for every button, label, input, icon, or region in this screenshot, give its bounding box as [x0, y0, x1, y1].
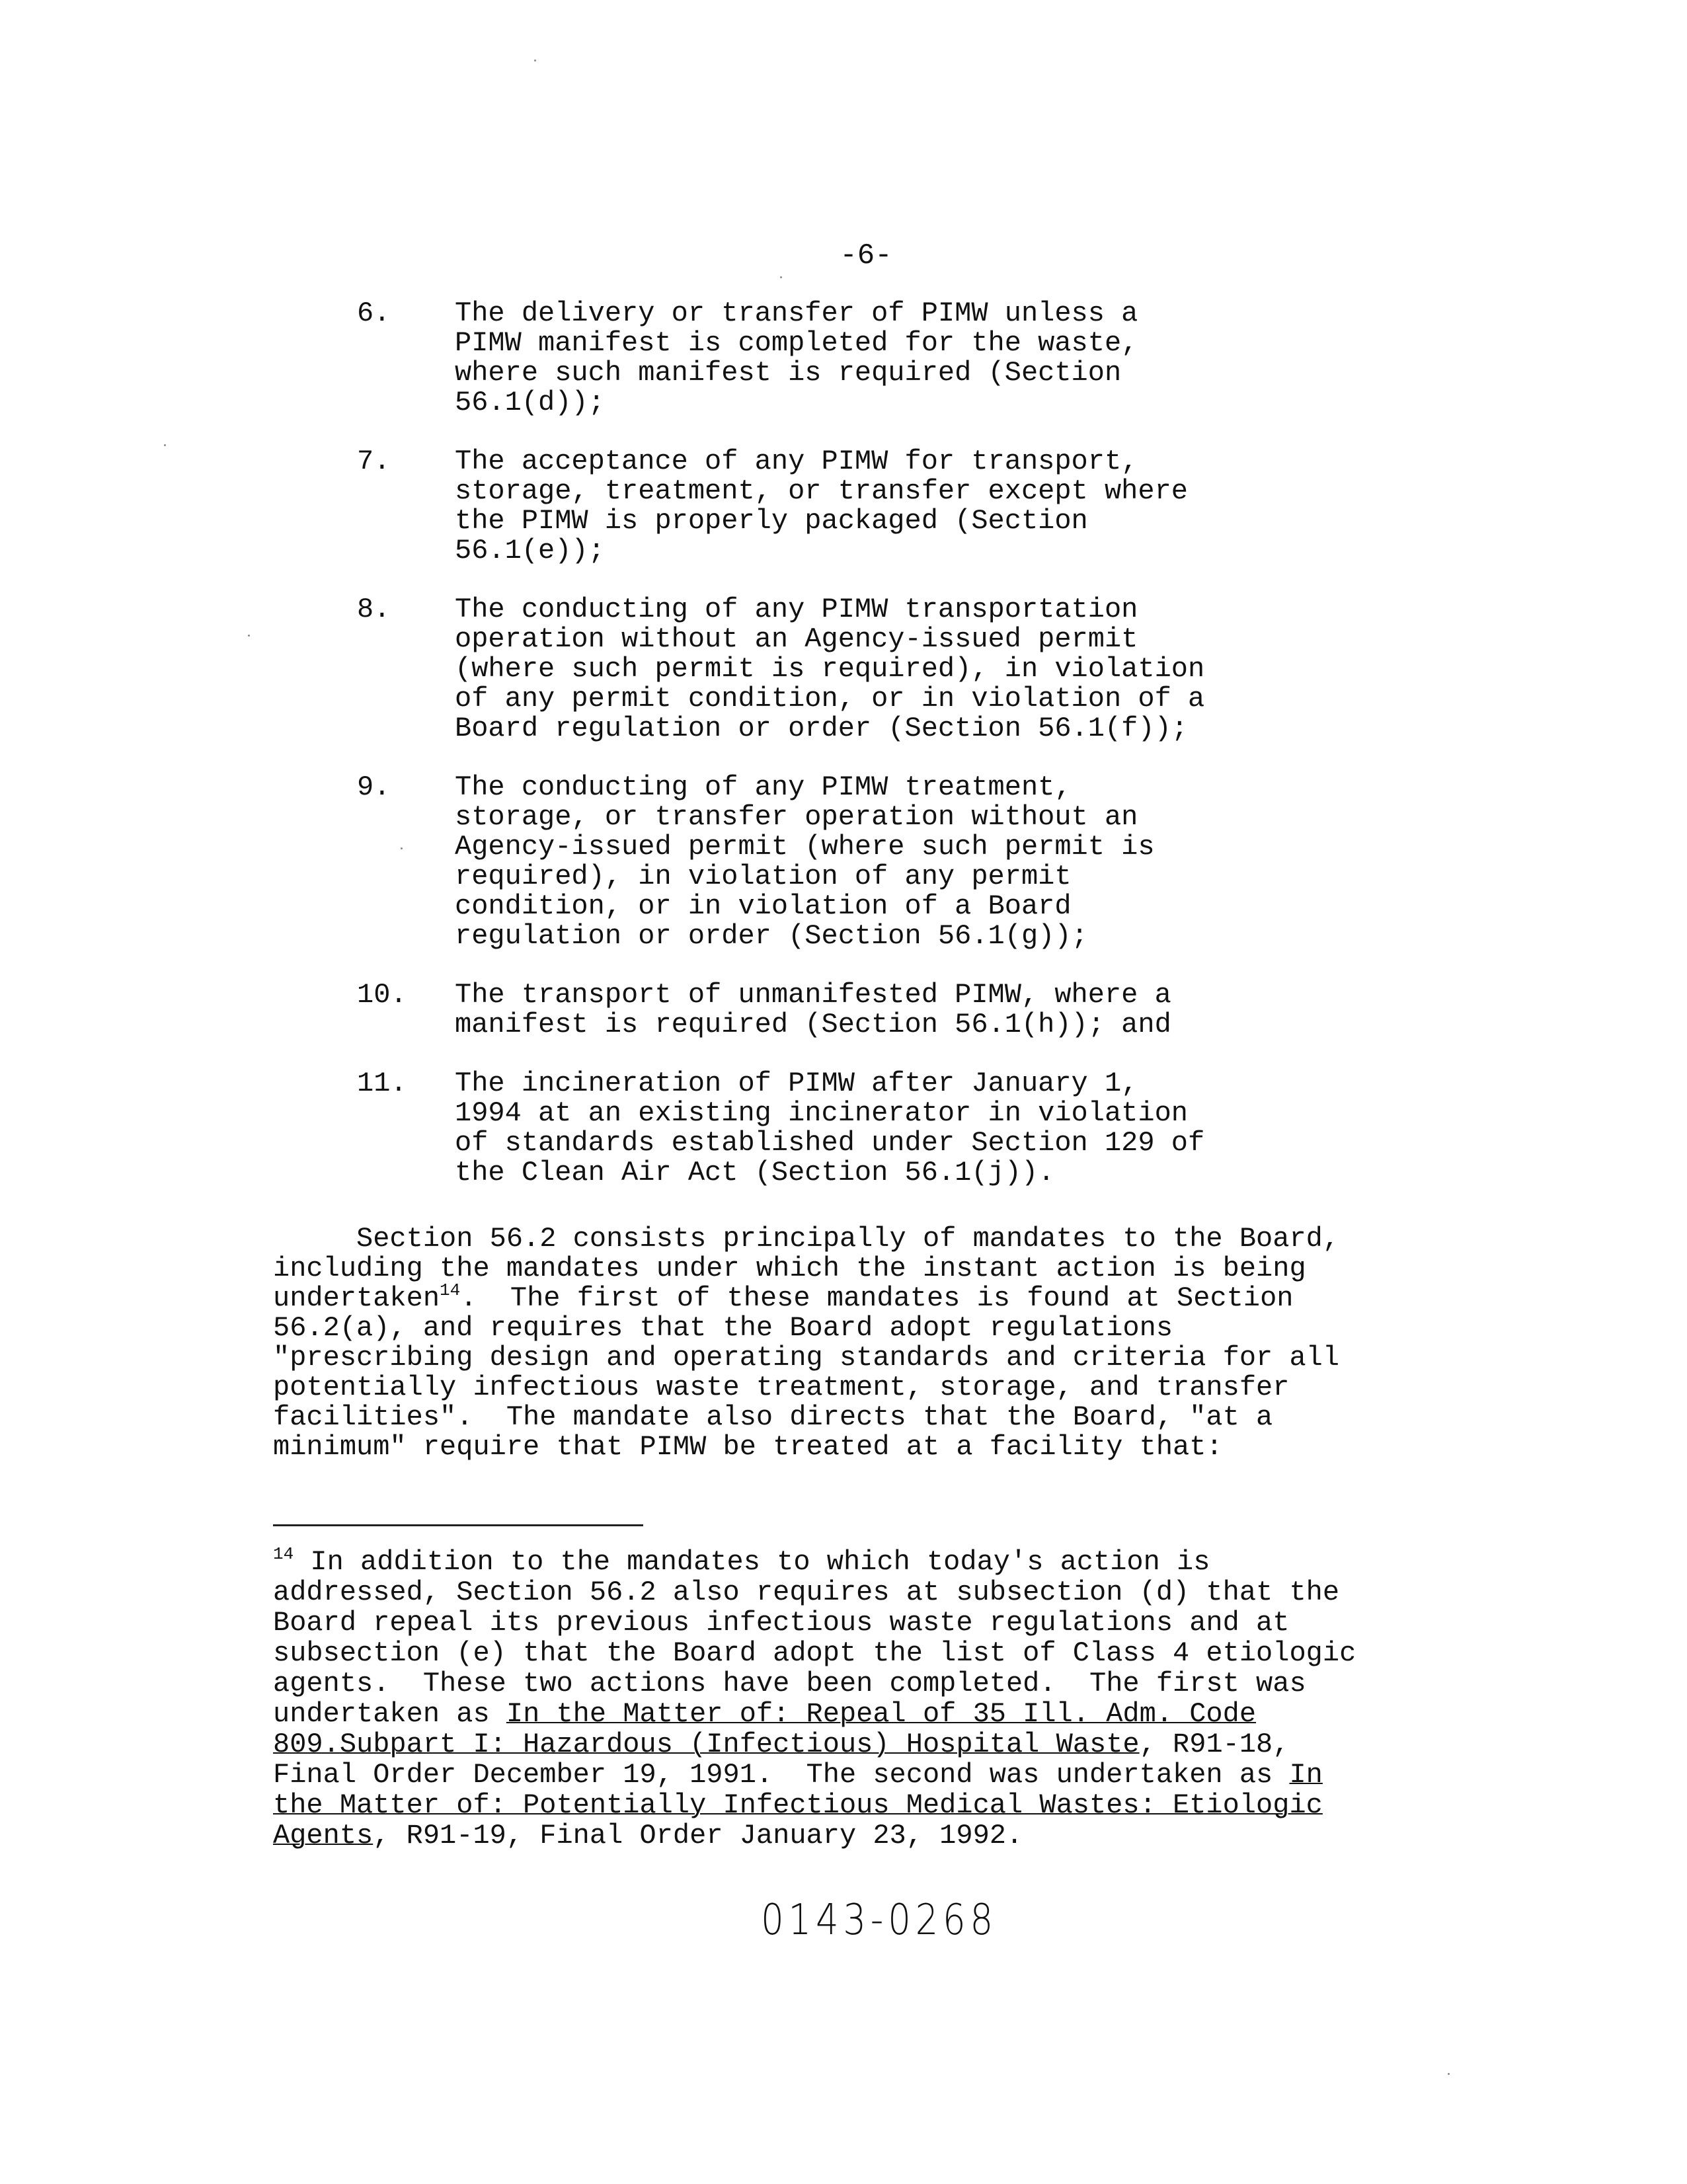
footnote-line: In addition to the mandates to which today's action is: [294, 1546, 1210, 1578]
list-item-text: [455, 447, 1188, 566]
footnote: [273, 1544, 1562, 1852]
list-item-number: 9.: [357, 771, 391, 803]
list-item-line: PIMW manifest is completed for the waste,: [455, 327, 1138, 359]
para-line: "prescribing design and operating standards and criteria for all: [273, 1342, 1340, 1374]
case-citation: the Matter of: Potentially Infectious Medical Wastes: Etiologic: [273, 1789, 1323, 1821]
footnote-line: subsection (e) that the Board adopt the list of Class 4 etiologic: [273, 1637, 1356, 1669]
list-item-line: 1994 at an existing incinerator in violation: [455, 1097, 1188, 1129]
list-item-line: (where such permit is required), in violation: [455, 653, 1205, 685]
para-line: including the mandates under which the instant action is being: [273, 1253, 1306, 1284]
list-item-line: The acceptance of any PIMW for transport,: [455, 446, 1138, 477]
list-item-text: [455, 299, 1138, 418]
list-item-line: of standards established under Section 129 of: [455, 1127, 1205, 1159]
list-item: [357, 773, 1481, 951]
list-item: [357, 447, 1481, 566]
list-item-line: operation without an Agency-issued permit: [455, 623, 1138, 655]
list-item-line: the Clean Air Act (Section 56.1(j)).: [455, 1157, 1055, 1189]
violation-list: [357, 299, 1481, 1217]
page-number: -6-: [840, 239, 892, 272]
para-line: minimum" require that PIMW be treated at a facility that:: [273, 1431, 1223, 1463]
list-item-number: 8.: [357, 594, 391, 625]
list-item-text: [455, 595, 1204, 744]
case-citation: Agents: [273, 1820, 373, 1852]
list-item-number: 10.: [357, 979, 407, 1011]
list-item-number: 6.: [357, 297, 391, 329]
list-item: [357, 595, 1481, 744]
footnote-line: , R91-19, Final Order January 23, 1992.: [373, 1820, 1023, 1852]
para-line: facilities". The mandate also directs that the Board, "at a: [273, 1401, 1273, 1433]
footnote-line: Final Order December 19, 1991. The second was undertaken as: [273, 1759, 1290, 1791]
scan-speck: [248, 635, 250, 637]
para-line: undertaken: [273, 1282, 440, 1314]
list-item-line: The transport of unmanifested PIMW, where a: [455, 979, 1171, 1011]
list-item-line: storage, or transfer operation without an: [455, 801, 1138, 833]
scan-speck: [164, 444, 166, 446]
list-item-line: The incineration of PIMW after January 1,: [455, 1068, 1138, 1099]
para-line: 56.2(a), and requires that the Board adopt regulations: [273, 1312, 1173, 1344]
footnote-line: Board repeal its previous infectious waste regulations and at: [273, 1607, 1290, 1639]
list-item-text: [455, 980, 1171, 1040]
list-item-text: [455, 773, 1155, 951]
list-item-line: 56.1(e));: [455, 535, 605, 566]
list-item-line: The conducting of any PIMW transportation: [455, 594, 1138, 625]
scan-speck: [401, 847, 403, 849]
scan-speck: [534, 59, 536, 61]
case-citation: In the Matter of: Repeal of 35 Ill. Adm. Code: [506, 1698, 1257, 1730]
footnote-divider: [273, 1524, 643, 1526]
case-citation: In: [1289, 1759, 1323, 1791]
case-citation: 809.Subpart I: Hazardous (Infectious) Hospital Waste: [273, 1729, 1140, 1760]
footnote-mark: 14: [273, 1544, 294, 1564]
list-item-line: Board regulation or order (Section 56.1(f));: [455, 713, 1188, 744]
para-line: Section 56.2 consists principally of mandates to the Board,: [273, 1223, 1340, 1255]
document-stamp: 0143-0268: [761, 1896, 998, 1945]
list-item: [357, 980, 1481, 1040]
list-item-line: condition, or in violation of a Board: [455, 890, 1072, 922]
footnote-reference: 14: [440, 1280, 461, 1300]
list-item-line: 56.1(d));: [455, 387, 605, 418]
list-item-line: manifest is required (Section 56.1(h)); and: [455, 1009, 1171, 1040]
list-item-line: The conducting of any PIMW treatment,: [455, 771, 1072, 803]
scan-speck: [780, 276, 782, 278]
list-item-line: Agency-issued permit (where such permit is: [455, 831, 1155, 863]
list-item-line: of any permit condition, or in violation of a: [455, 683, 1205, 715]
list-item-line: where such manifest is required (Section: [455, 357, 1122, 389]
list-item: [357, 1069, 1481, 1188]
list-item-text: [455, 1069, 1204, 1188]
list-item: [357, 299, 1481, 418]
footnote-line: agents. These two actions have been completed. The first was: [273, 1668, 1306, 1699]
list-item-line: The delivery or transfer of PIMW unless a: [455, 297, 1138, 329]
footnote-line: , R91-18,: [1139, 1729, 1290, 1760]
body-paragraph: [273, 1224, 1529, 1462]
scan-speck: [1448, 2073, 1450, 2075]
list-item-line: storage, treatment, or transfer except where: [455, 475, 1188, 507]
list-item-line: required), in violation of any permit: [455, 861, 1072, 892]
footnote-line: addressed, Section 56.2 also requires at subsection (d) that the: [273, 1577, 1340, 1608]
list-item-number: 7.: [357, 446, 391, 477]
footnote-line: undertaken as: [273, 1698, 506, 1730]
para-line: . The first of these mandates is found at Section: [460, 1282, 1294, 1314]
list-item-line: the PIMW is properly packaged (Section: [455, 505, 1088, 537]
list-item-number: 11.: [357, 1068, 407, 1099]
para-line: potentially infectious waste treatment, storage, and transfer: [273, 1372, 1290, 1403]
list-item-line: regulation or order (Section 56.1(g));: [455, 920, 1088, 952]
